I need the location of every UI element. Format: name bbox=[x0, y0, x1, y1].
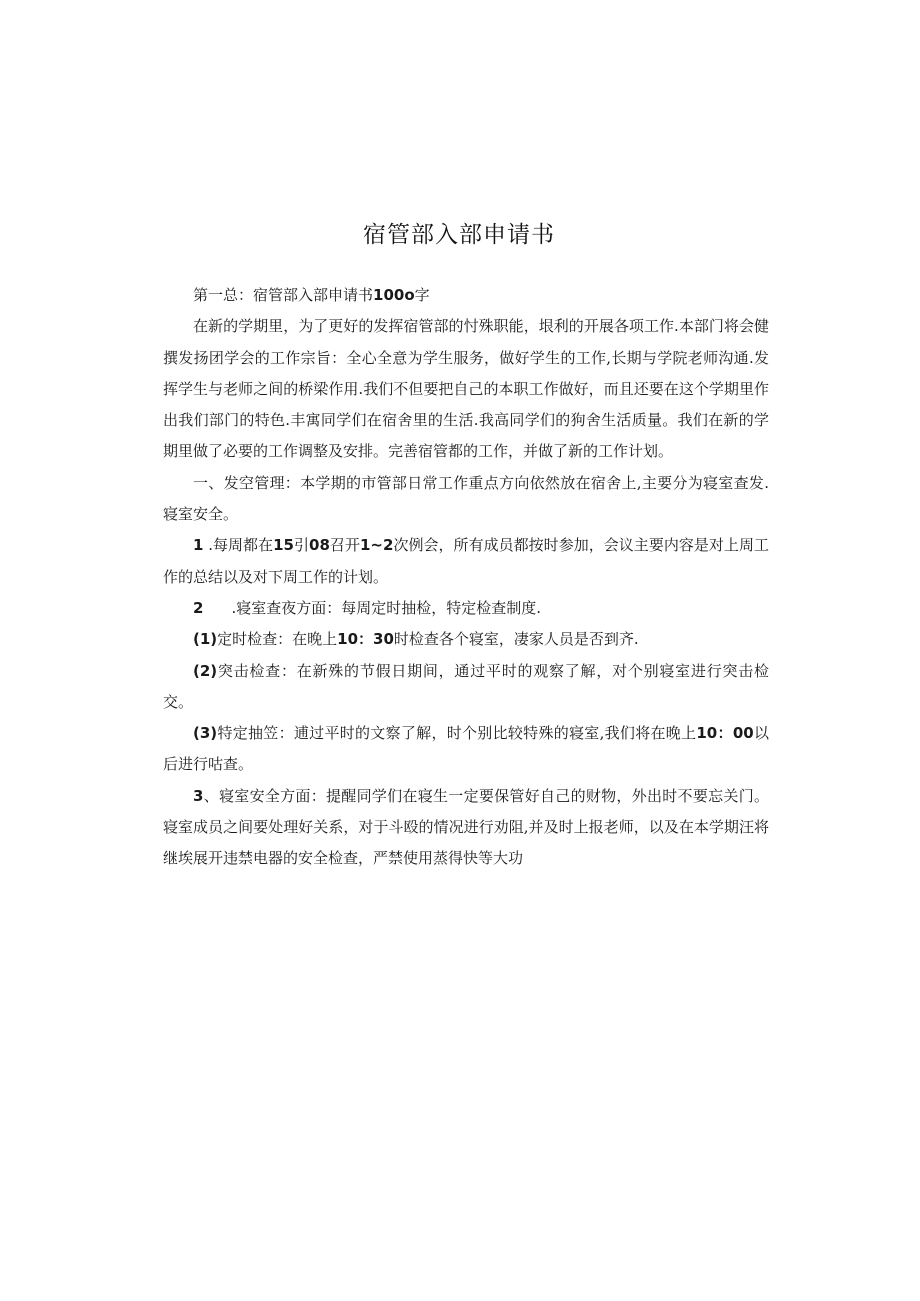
item-2-number: 2 bbox=[193, 598, 204, 617]
intro-paragraph: 在新的学期里，为了更好的发挥宿管部的忖殊职能，垠利的开展各项工作.本部门将会健撰发扬团学会的工作宗旨：全心全意为学生服务，做好学生的工作,长期与学院老师沟通.发挥学生与老师之间的桥梁作用.我们不但要把自己的本职工作做好，而且还要在这个学期里作出我们部门的特色.丰寓同学们在宿舍里的生活.我高同学们的狗舍生活质量。我们在新的学期里做了必要的工作调整及安排。完善宿管都的工作，并做了新的工作计划。 bbox=[163, 317, 769, 461]
sub-item-3-paragraph bbox=[163, 718, 769, 781]
sub-item-3-rest: 以后进行咕查。 bbox=[163, 724, 769, 774]
item-1-number: 1 bbox=[193, 536, 204, 555]
sub-item-2-number: (2) bbox=[193, 661, 218, 680]
subtitle-tail: 字 bbox=[414, 286, 430, 304]
sub-item-1-time: 10：30 bbox=[337, 630, 394, 649]
document-body bbox=[163, 280, 769, 875]
item-1-pre: .每周都在 bbox=[203, 536, 274, 555]
subtitle-line bbox=[163, 280, 769, 311]
sub-item-1-number: (1) bbox=[193, 630, 218, 649]
sub-item-3-number: (3) bbox=[193, 724, 218, 743]
sub-item-3-pre: 特定抽笠：逋过平时的文察了解，时个别比较特殊的寝室,我们将在晚上 bbox=[217, 724, 697, 743]
sub-item-1-rest: 时检查各个寝室，凄家人员是否到齐. bbox=[393, 630, 639, 649]
sub-item-3-time: 10：00 bbox=[696, 724, 754, 743]
section-1-paragraph: 一、发空管理：本学期的市管部日常工作重点方向依然放在宿舍上,主要分为寝室查发.寝室安全。 bbox=[163, 473, 769, 524]
item-2-text: .寝室查夜方面：每周定时抽检，特定检查制度. bbox=[231, 598, 541, 617]
item-1-rest: 次例会，所有成员都按时参加，会议主要内容是对上周工作的总结以及对下周工作的计划。 bbox=[163, 536, 769, 586]
item-2-paragraph bbox=[163, 593, 769, 624]
item-3-paragraph bbox=[163, 781, 769, 875]
page-title: 宿管部入部申请书 bbox=[363, 222, 555, 248]
item-1-paragraph bbox=[163, 530, 769, 593]
sub-item-2-paragraph bbox=[163, 656, 769, 719]
sub-item-1-pre: 定时检查：在晚上 bbox=[217, 630, 338, 649]
item-1-bold-2: 08 bbox=[309, 536, 330, 555]
subtitle-text: 第一总：宿管部入部申请书 bbox=[193, 286, 374, 304]
sub-item-2-text: 突击检查：在新殊的节假日期间，通过平时的观察了解，对个别寝室进行突击检交。 bbox=[163, 661, 769, 711]
item-1-bold-1: 15 bbox=[273, 536, 294, 555]
sub-item-1-paragraph bbox=[163, 624, 769, 655]
item-3-number: 3 bbox=[193, 786, 204, 805]
item-3-text: 、寝室安全方面：提醒同学们在寝生一定要保管好自己的财物，外出时不要忘关门。寝室成员之间要处理好关系，对于斗殴的情况进行劝阻,并及时上报老师，以及在本学期汪将继埃展开违禁电器的安全检查，严禁使用蒸得快等大功 bbox=[163, 786, 769, 868]
item-1-bold-3: 1~2 bbox=[359, 536, 394, 555]
item-1-mid-2: 召开 bbox=[329, 536, 360, 555]
item-1-mid-1: 引 bbox=[293, 536, 310, 555]
subtitle-bold: 100o bbox=[373, 286, 415, 304]
